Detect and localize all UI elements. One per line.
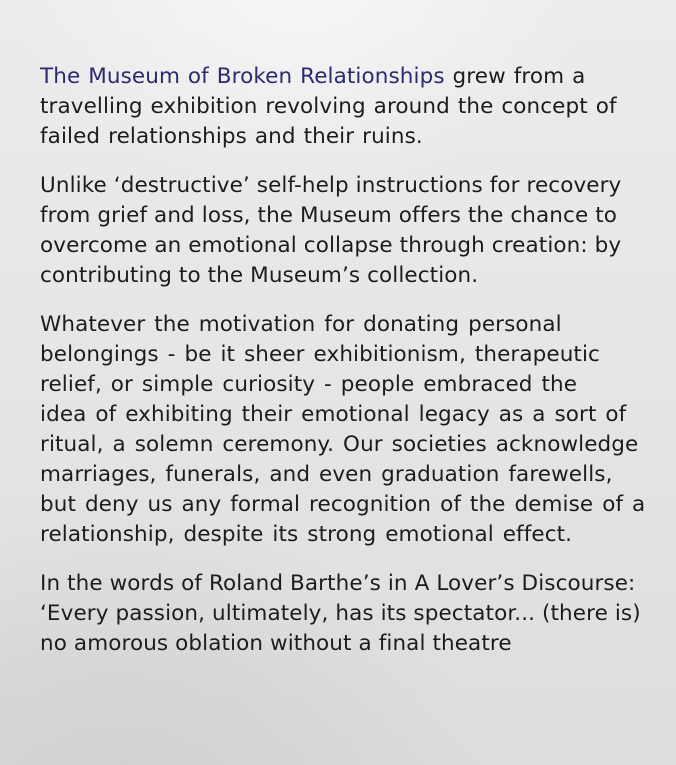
intro-line-1-rest: grew from a bbox=[444, 64, 586, 89]
intro-line-3: failed relationships and their ruins. bbox=[40, 124, 423, 149]
motivation-line-6: marriages, funerals, and even graduation farewells, bbox=[40, 462, 613, 487]
self-help-line-2: from grief and loss, the Museum offers the chance to bbox=[40, 203, 617, 228]
paragraph-self-help bbox=[40, 171, 652, 291]
self-help-line-4: contributing to the Museum’s collection. bbox=[40, 263, 479, 288]
paragraph-motivation bbox=[40, 310, 652, 550]
motivation-line-3: relief, or simple curiosity - people embraced the bbox=[40, 372, 578, 397]
motivation-line-5: ritual, a solemn ceremony. Our societies acknowledge bbox=[40, 432, 639, 457]
paragraph-quote bbox=[40, 569, 652, 659]
museum-name: The Museum of Broken Relationships bbox=[40, 64, 445, 89]
paragraph-intro bbox=[40, 62, 652, 152]
self-help-line-3: overcome an emotional collapse through creation: by bbox=[40, 233, 622, 258]
motivation-line-8: relationship, despite its strong emotional effect. bbox=[40, 522, 573, 547]
intro-line-1 bbox=[40, 62, 652, 92]
quote-line-3: no amorous oblation without a final theatre bbox=[40, 631, 512, 656]
quote-line-2: ‘Every passion, ultimately, has its spectator... (there is) bbox=[40, 601, 641, 626]
motivation-line-1: Whatever the motivation for donating personal bbox=[40, 312, 562, 337]
quote-line-1: In the words of Roland Barthe’s in A Lover’s Discourse: bbox=[40, 571, 636, 596]
motivation-line-7: but deny us any formal recognition of the demise of a bbox=[40, 492, 646, 517]
placard-text-block bbox=[40, 62, 652, 678]
self-help-line-1: Unlike ‘destructive’ self-help instructions for recovery bbox=[40, 173, 622, 198]
intro-line-2: travelling exhibition revolving around the concept of bbox=[40, 94, 617, 119]
motivation-line-4: idea of exhibiting their emotional legacy as a sort of bbox=[40, 402, 627, 427]
motivation-line-2: belongings - be it sheer exhibitionism, therapeutic bbox=[40, 342, 600, 367]
